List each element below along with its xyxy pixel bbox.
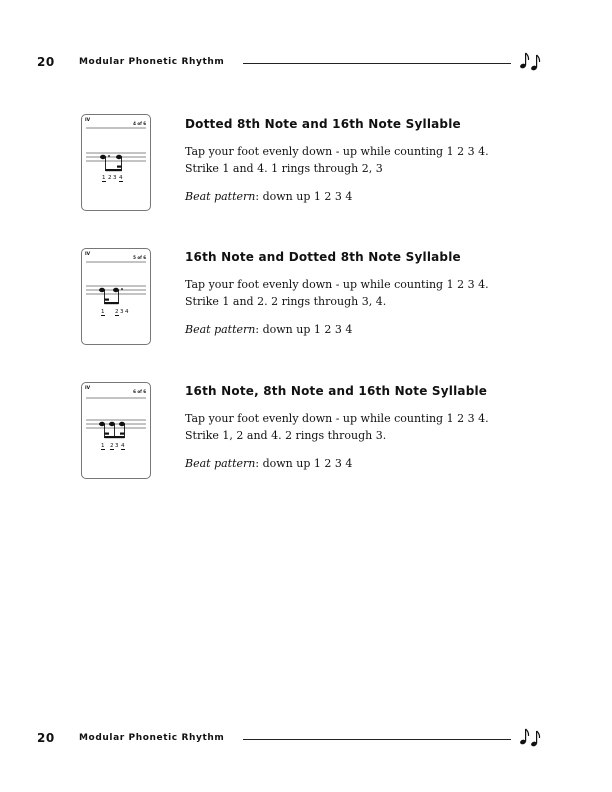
- card-count: 6 of 6: [133, 389, 146, 394]
- rhythm-card: [81, 382, 151, 479]
- rhythm-card: [81, 114, 151, 211]
- section-title: Dotted 8th Note and 16th Note Syllable: [185, 117, 461, 131]
- page-number: 20: [37, 55, 55, 69]
- footer-rule: [243, 739, 511, 740]
- card-roman: IV: [85, 386, 91, 391]
- beat-pattern: [185, 321, 515, 338]
- section-title: 16th Note, 8th Note and 16th Note Syllable: [185, 384, 488, 398]
- eighth-notes-icon: [519, 726, 543, 748]
- eighth-notes-icon: [519, 50, 543, 72]
- card-roman: IV: [85, 118, 91, 123]
- beat-3: 3: [115, 443, 119, 449]
- beat-1: 1: [101, 443, 105, 449]
- header-rule: [243, 63, 511, 64]
- beat-1: 1: [101, 309, 105, 315]
- beat-2: 2: [110, 443, 114, 449]
- beat-pattern: [185, 455, 515, 472]
- page-number: 20: [37, 731, 55, 745]
- rhythm-card: [81, 248, 151, 345]
- beat-pattern-value: : down up 1 2 3 4: [255, 323, 353, 336]
- beat-3: 3: [120, 309, 124, 315]
- card-count: 4 of 6: [133, 121, 146, 126]
- beat-numbers: [82, 443, 150, 453]
- instructions: Tap your foot evenly down - up while counting 1 2 3 4. Strike 1, 2 and 4. 2 rings through 3.: [185, 412, 489, 442]
- beat-pattern-label: Beat pattern: [185, 457, 256, 470]
- instructions: Tap your foot evenly down - up while counting 1 2 3 4. Strike 1 and 4. 1 rings through 2, 3: [185, 145, 489, 175]
- page-footer: [0, 728, 612, 752]
- rhythm-notation: [82, 115, 150, 210]
- section-title: 16th Note and Dotted 8th Note Syllable: [185, 250, 461, 264]
- rhythm-notation: [82, 383, 150, 478]
- rhythm-notation: [82, 249, 150, 344]
- beat-numbers: [82, 309, 150, 319]
- beat-2: 2: [115, 309, 119, 315]
- beat-pattern-value: : down up 1 2 3 4: [255, 457, 353, 470]
- beat-pattern: [185, 188, 515, 205]
- lesson-section: [185, 250, 515, 338]
- beat-pattern-value: : down up 1 2 3 4: [255, 190, 353, 203]
- running-title: Modular Phonetic Rhythm: [79, 57, 225, 67]
- beat-1: 1: [102, 175, 106, 181]
- beat-4: 4: [119, 175, 123, 181]
- page-header: [0, 52, 612, 76]
- card-count: 5 of 6: [133, 255, 146, 260]
- beat-numbers: [82, 175, 150, 185]
- beat-pattern-label: Beat pattern: [185, 323, 256, 336]
- beat-4: 4: [121, 443, 125, 449]
- running-title: Modular Phonetic Rhythm: [79, 733, 225, 743]
- beat-4: 4: [125, 309, 129, 315]
- lesson-section: [185, 384, 515, 472]
- lesson-section: [185, 117, 515, 205]
- instructions: Tap your foot evenly down - up while counting 1 2 3 4. Strike 1 and 2. 2 rings through 3, 4.: [185, 278, 489, 308]
- beat-3: 3: [113, 175, 117, 181]
- beat-pattern-label: Beat pattern: [185, 190, 256, 203]
- card-roman: IV: [85, 252, 91, 257]
- beat-2: 2: [108, 175, 112, 181]
